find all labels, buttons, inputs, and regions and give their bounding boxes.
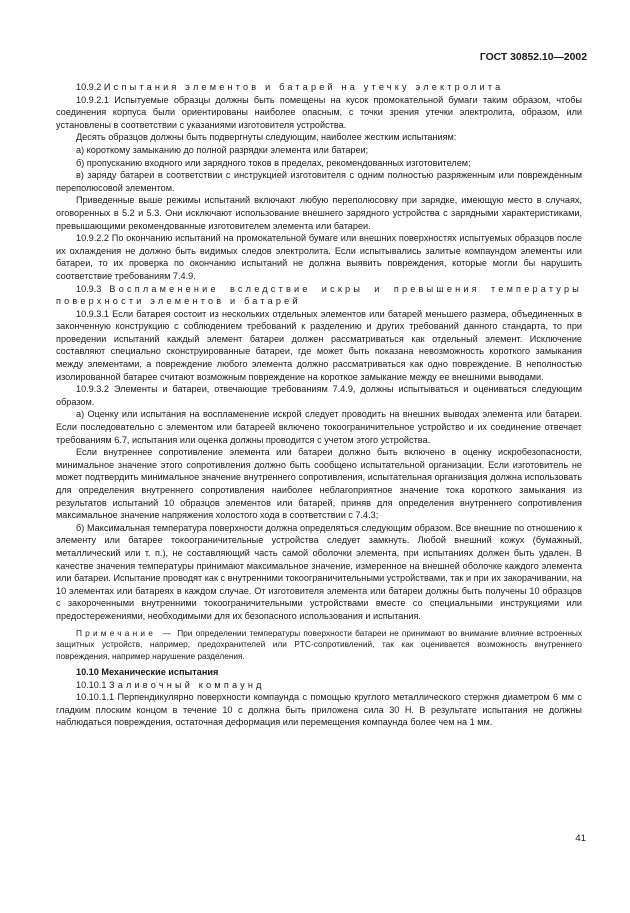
document-header: ГОСТ 30852.10—2002: [479, 52, 587, 63]
paragraph: 10.9.2.1 Испытуемые образцы должны быть помещены на кусок промокательной бумаги таким образом, чтобы соединения корпуса были ориентированы наиболее опасным, с точки зрения утечки электролита, образом, или установлены в соответствии с указаниями изготовителя устройства.: [56, 94, 582, 130]
clause-title: Воспламенение вследствие искры и превышения температуры поверхности элементов и батарей: [56, 283, 582, 307]
note: [56, 628, 582, 663]
document-body: [56, 81, 582, 729]
paragraph: Приведенные выше режимы испытаний включают любую переполюсовку при зарядке, имеющую место в случаях, оговоренных в 5.2 и 5.3. Они исключают использование внешнего зарядного устройства с зарядными характеристиками, превышающими рекомендованные изготовителем элемента или батареи.: [56, 195, 582, 231]
subsection-heading-10-9-3: [56, 283, 582, 308]
paragraph: 10.10.1.1 Перпендикулярно поверхности компаунда с помощью круглого металлического стержня диаметром 6 мм с гладким плоским концом в течение 10 с должна быть приложена сила 30 Н. В результате испытания не должны наблюдаться повреждения, остаточная деформация или перемещения компаунда более чем на 1 мм.: [56, 692, 582, 728]
list-item: б) пропусканию входного или зарядного токов в пределах, рекомендованных изготовителем;: [76, 157, 471, 168]
subsection-heading-10-9-2: [56, 81, 582, 94]
list-item: а) Оценку или испытания на воспламенение искрой следует проводить на внешних выводах элемента или батареи. Если последовательно с элементом или батареей включено токоограничительное устройство и их соединение отвечает требованиям 6.7, испытания или оценка должны проводится с учетом этого устройства.: [56, 409, 582, 445]
list-item: в) заряду батареи в соответствии с инструкцией изготовителя с одним полностью разряженным или поврежденным переполюсовой элементом.: [56, 170, 582, 193]
clause-number: 10.9.3: [76, 283, 102, 294]
paragraph: Если внутреннее сопротивление элемента или батареи должно быть включено в оценку искробезопасности, минимальное значение этого сопротивления должно быть сообщено испытательной организации. Если изготовитель не может подтвердить минимальное значение внутреннего сопротивления, испытательная организация должна использовать для определения внутреннего сопротивления наиболее неблагоприятное значение тока короткого замыкания из результатов испытаний 10 образцов элементов или батарей, приняв для определения внутреннего сопротивления максимальное значение напряжения холостого хода в соответствии с 7.4.3;: [56, 447, 582, 521]
list-item: б) Максимальная температура поверхности должна определяться следующим образом. Все внешние по отношению к элементу или батарее токоограничительные устройства следует замкнуть. Любой внешний кожух (бумажный, металлический или т. п.), не составляющий часть самой оболочки элемента, при испытаниях должен быть удален. В качестве значения температуры принимают максимальное значение, измеренное на внешней оболочке каждого элемента или батареи. Испытание проводят как с внутренними токоограничительными устройствами, так и при их закорачивании, на 10 элементах или батареях в каждом случае. От изготовителя элемента или батареи должны быть получены 10 образцов с закороченными внутренними токоограничительными устройствами вместе со специальными инструкциями или предостережениями, необходимыми для их безопасного использования и испытания.: [56, 522, 582, 621]
list-item: а) короткому замыканию до полной разрядки элемента или батареи;: [76, 144, 369, 155]
page-number: 41: [575, 833, 586, 844]
clause-title: Испытания элементов и батарей на утечку электролита: [103, 82, 504, 92]
subsection-heading-10-10-1: [56, 679, 582, 692]
note-label: Примечание —: [76, 627, 174, 638]
clause-number: 10.10.1: [76, 679, 107, 690]
paragraph: 10.9.3.1 Если батарея состоит из нескольких отдельных элементов или батарей меньшего размера, объединенных в законченную конструкцию с соблюдением требований к разделению и других требований данного стандарта, то при проведении испытаний каждый элемент батареи должен рассматриваться как отдельный элемент. Исключение составляют специально сконструированные батареи, где может быть показана невозможность короткого замыкания между элементами, а повреждение любого элемента должно рассматриваться как одно повреждение. В неполностью изолированной батарее считают возможным повреждение на короткое замыкание между ее внешними выводами.: [56, 308, 582, 382]
clause-title: Заливочный компаунд: [109, 679, 265, 690]
clause-number: 10.9.2: [76, 82, 102, 92]
paragraph: 10.9.3.2 Элементы и батареи, отвечающие требованиям 7.4.9, должны испытываться и оцениваться следующим образом.: [56, 384, 582, 407]
note-text: При определении температуры поверхности батареи не принимают во внимание влияние встроенных защитных устройств, например, предохранителей или PTC-сопротивлений, так как оценивается возможность внутреннего повреждения, например нарушение разделения.: [56, 627, 583, 662]
paragraph: 10.9.2.2 По окончанию испытаний на промокательной бумаге или внешних поверхностях испытуемых образцов после их охлаждения не должно быть видимых следов электролита. Если испытывались залитые компаундом элементы или батареи, то их проверка по окончанию испытаний не должна выявить повреждения, которые могли бы нарушить соответствие требованиям 7.4.9.: [56, 233, 582, 281]
section-heading-10-10: 10.10 Механические испытания: [76, 666, 219, 677]
paragraph: Десять образцов должны быть подвергнуты следующим, наиболее жестким испытаниям:: [76, 132, 457, 143]
